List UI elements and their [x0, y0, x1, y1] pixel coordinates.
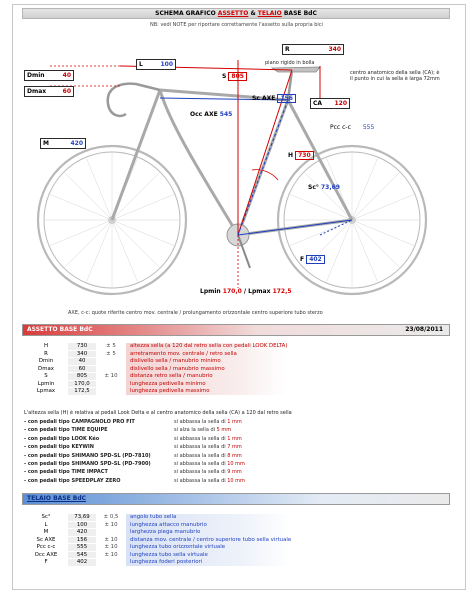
label-dmax: Dmax 60	[24, 86, 74, 97]
label-sc-angle: Sc° 73,69	[308, 184, 340, 191]
pedal-adjust: si abbassa la sella di	[174, 461, 228, 467]
pedal-adjust-amount: 7 mm	[227, 444, 242, 451]
label-s: S 805	[222, 73, 247, 80]
assetto-cell-k: H	[43, 343, 49, 350]
telaio-cell-v: 420	[68, 529, 96, 537]
page-title: SCHEMA GRAFICO ASSETTO & TELAIO BASE BdC	[155, 10, 317, 17]
assetto-cell-t	[96, 380, 126, 388]
assetto-section-header	[22, 324, 450, 336]
pedal-adjust: si abbassa la sella di	[174, 419, 228, 425]
label-l: L 100	[136, 59, 176, 70]
pedal-adjust: si alza la sella di	[174, 427, 217, 434]
telaio-table	[24, 514, 291, 567]
telaio-cell-d: larghezza piega manubrio	[126, 529, 291, 537]
assetto-date: 23/08/2011	[405, 326, 443, 333]
pedal-type: - con pedali tipo SHIMANO SPD-SL (PD-7900)	[24, 461, 151, 467]
label-f: F 402	[300, 256, 325, 263]
telaio-cell-k: F	[44, 559, 48, 565]
telaio-cell-k: Sc AXE	[36, 536, 56, 543]
assetto-cell-d: arretramento mov. centrale / retro sella	[126, 350, 287, 358]
assetto-cell-k: R	[44, 350, 48, 357]
assetto-row	[24, 373, 287, 381]
pedal-row	[24, 469, 242, 476]
telaio-row	[24, 536, 291, 544]
telaio-row	[24, 551, 291, 559]
assetto-note: L'altezza sella (H) è relativa ai pedali Look Delta e al centro anatomico della sella (CA) a 120 dal retro sella	[24, 410, 292, 416]
assetto-cell-k: Lpmin	[37, 380, 55, 387]
pedal-row	[24, 419, 242, 426]
diagram-caption: AXE, c-c: quote riferite centro mov. centrale / prolungamento orizzontale centro superiore tubo sterzo	[68, 310, 323, 316]
telaio-cell-t	[96, 559, 126, 567]
assetto-cell-v: 805	[68, 373, 96, 381]
telaio-cell-k: Occ AXE	[34, 551, 58, 558]
title-bar	[22, 8, 450, 19]
telaio-cell-t: ± 10	[104, 544, 118, 550]
telaio-cell-k: M	[43, 529, 49, 535]
assetto-title: ASSETTO BASE BdC	[27, 326, 93, 333]
telaio-title: TELAIO BASE BdC	[27, 495, 87, 502]
pedal-adjust-amount: 10 mm	[227, 461, 245, 467]
telaio-cell-d: distanza mov. centrale / centro superiore tubo sella virtuale	[126, 536, 291, 544]
assetto-cell-d: dislivello sella / manubrio minimo	[126, 358, 287, 366]
assetto-cell-v: 172,5	[68, 388, 96, 396]
pedal-type: - con pedali tipo SPEEDPLAY ZERO	[24, 477, 121, 484]
pedal-type: - con pedali tipo KEYWIN	[24, 444, 94, 451]
pedal-adjust-amount: 5 mm	[216, 427, 232, 434]
telaio-cell-k: Sc°	[41, 514, 51, 521]
pedal-adjust-amount: 1 mm	[227, 435, 242, 442]
telaio-cell-d: lunghezza foderi posteriori	[126, 559, 291, 567]
assetto-cell-v: 340	[68, 350, 96, 358]
assetto-cell-t: ± 5	[106, 350, 116, 357]
pedal-type: - con pedali tipo TIME EQUIPE	[24, 427, 108, 434]
pedal-adjust: si abbassa la sella di	[174, 452, 228, 459]
telaio-row	[24, 559, 291, 567]
pedal-adjust: si abbassa la sella di	[174, 435, 228, 442]
label-r: R 340	[282, 44, 344, 55]
label-ca: CA 120	[310, 98, 350, 109]
assetto-cell-d: altezza sella (a 120 dal retro sella con pedali LOOK DELTA)	[126, 343, 287, 350]
telaio-cell-k: L	[44, 521, 48, 528]
pedal-type: - con pedali tipo TIME IMPACT	[24, 469, 108, 476]
pedal-row	[24, 436, 242, 443]
pedal-adjust: si abbassa la sella di	[174, 469, 228, 476]
pedal-adjust-amount: 10 mm	[227, 477, 245, 484]
pedal-adjust: si abbassa la sella di	[174, 444, 228, 451]
assetto-cell-k: Lpmax	[36, 388, 56, 394]
pedal-row	[24, 461, 245, 468]
assetto-cell-d: lunghezza pedivella massimo	[126, 388, 287, 396]
telaio-cell-t: ± 0,5	[103, 514, 119, 521]
assetto-cell-t	[96, 365, 126, 373]
label-h: H 730	[288, 152, 314, 159]
telaio-row	[24, 529, 291, 537]
pedal-row	[24, 453, 242, 460]
assetto-cell-v: 40	[68, 358, 96, 366]
telaio-cell-v: 100	[68, 521, 96, 529]
pedal-type: - con pedali tipo CAMPAGNOLO PRO FIT	[24, 419, 135, 425]
telaio-cell-v: 73,69	[68, 514, 96, 521]
assetto-row	[24, 358, 287, 366]
label-occ-axe: Occ AXE 545	[190, 111, 233, 118]
label-dmin: Dmin 40	[24, 70, 74, 81]
telaio-cell-k: Pcc c-c	[36, 544, 56, 550]
label-sc-axe: Sc AXE 156	[252, 95, 296, 102]
assetto-table	[24, 343, 287, 396]
telaio-cell-d: angolo tubo sella	[126, 514, 291, 521]
label-centro: centro anatomico della sella (CA); è il punto in cui la sella è larga 72mm	[350, 70, 440, 82]
label-pcc: Pcc c-c 555	[330, 124, 375, 131]
assetto-row	[24, 365, 287, 373]
pedal-adjust-amount: 1 mm	[227, 419, 242, 425]
telaio-cell-t: ± 10	[104, 551, 118, 558]
telaio-row	[24, 514, 291, 521]
telaio-cell-d: lunghezza tubo sella virtuale	[126, 551, 291, 559]
pedal-type: - con pedali tipo LOOK Kéo	[24, 435, 100, 442]
assetto-row	[24, 350, 287, 358]
assetto-cell-k: Dmin	[38, 358, 54, 364]
assetto-cell-v: 730	[68, 343, 96, 350]
telaio-cell-t: ± 10	[104, 521, 118, 528]
assetto-cell-d: dislivello sella / manubrio massimo	[126, 365, 287, 373]
assetto-cell-k: Dmax	[38, 365, 54, 372]
telaio-section-header	[22, 493, 450, 505]
telaio-cell-v: 545	[68, 551, 96, 559]
assetto-cell-v: 170,0	[68, 380, 96, 388]
telaio-cell-v: 156	[68, 536, 96, 544]
pedal-adjust-amount: 8 mm	[227, 452, 242, 459]
assetto-cell-v: 60	[68, 365, 96, 373]
pedal-row	[24, 478, 245, 485]
telaio-cell-d: lunghezza tubo orizzontale virtuale	[126, 544, 291, 552]
label-m: M 420	[40, 138, 86, 149]
telaio-cell-v: 555	[68, 544, 96, 552]
pedal-adjust: si abbassa la sella di	[174, 477, 228, 484]
assetto-cell-t: ± 5	[106, 343, 116, 350]
telaio-row	[24, 544, 291, 552]
telaio-cell-t: ± 10	[104, 536, 118, 543]
telaio-row	[24, 521, 291, 529]
assetto-cell-t	[96, 358, 126, 366]
assetto-cell-t	[96, 388, 126, 396]
assetto-cell-d: lunghezza pedivella minimo	[126, 380, 287, 388]
assetto-cell-d: distanza retro sella / manubrio	[126, 373, 287, 381]
assetto-row	[24, 380, 287, 388]
label-lp: Lpmin 170,0 / Lpmax 172,5	[200, 288, 292, 295]
telaio-cell-d: lunghezza attacco manubrio	[126, 521, 291, 529]
assetto-row	[24, 343, 287, 350]
subtitle-note: NB: vedi NOTE per riportare correttamente l'assetto sulla propria bici	[150, 22, 323, 28]
pedal-type: - con pedali tipo SHIMANO SPD-SL (PD-7810)	[24, 452, 151, 459]
assetto-cell-k: S	[44, 373, 48, 379]
pedal-row	[24, 427, 231, 434]
pedal-adjust-amount: 9 mm	[227, 469, 242, 476]
pedal-row	[24, 444, 242, 451]
telaio-cell-v: 402	[68, 559, 96, 567]
telaio-cell-t	[96, 529, 126, 537]
label-piano: piano rigido in bolla	[265, 60, 315, 66]
assetto-row	[24, 388, 287, 396]
assetto-cell-t: ± 10	[104, 373, 118, 379]
